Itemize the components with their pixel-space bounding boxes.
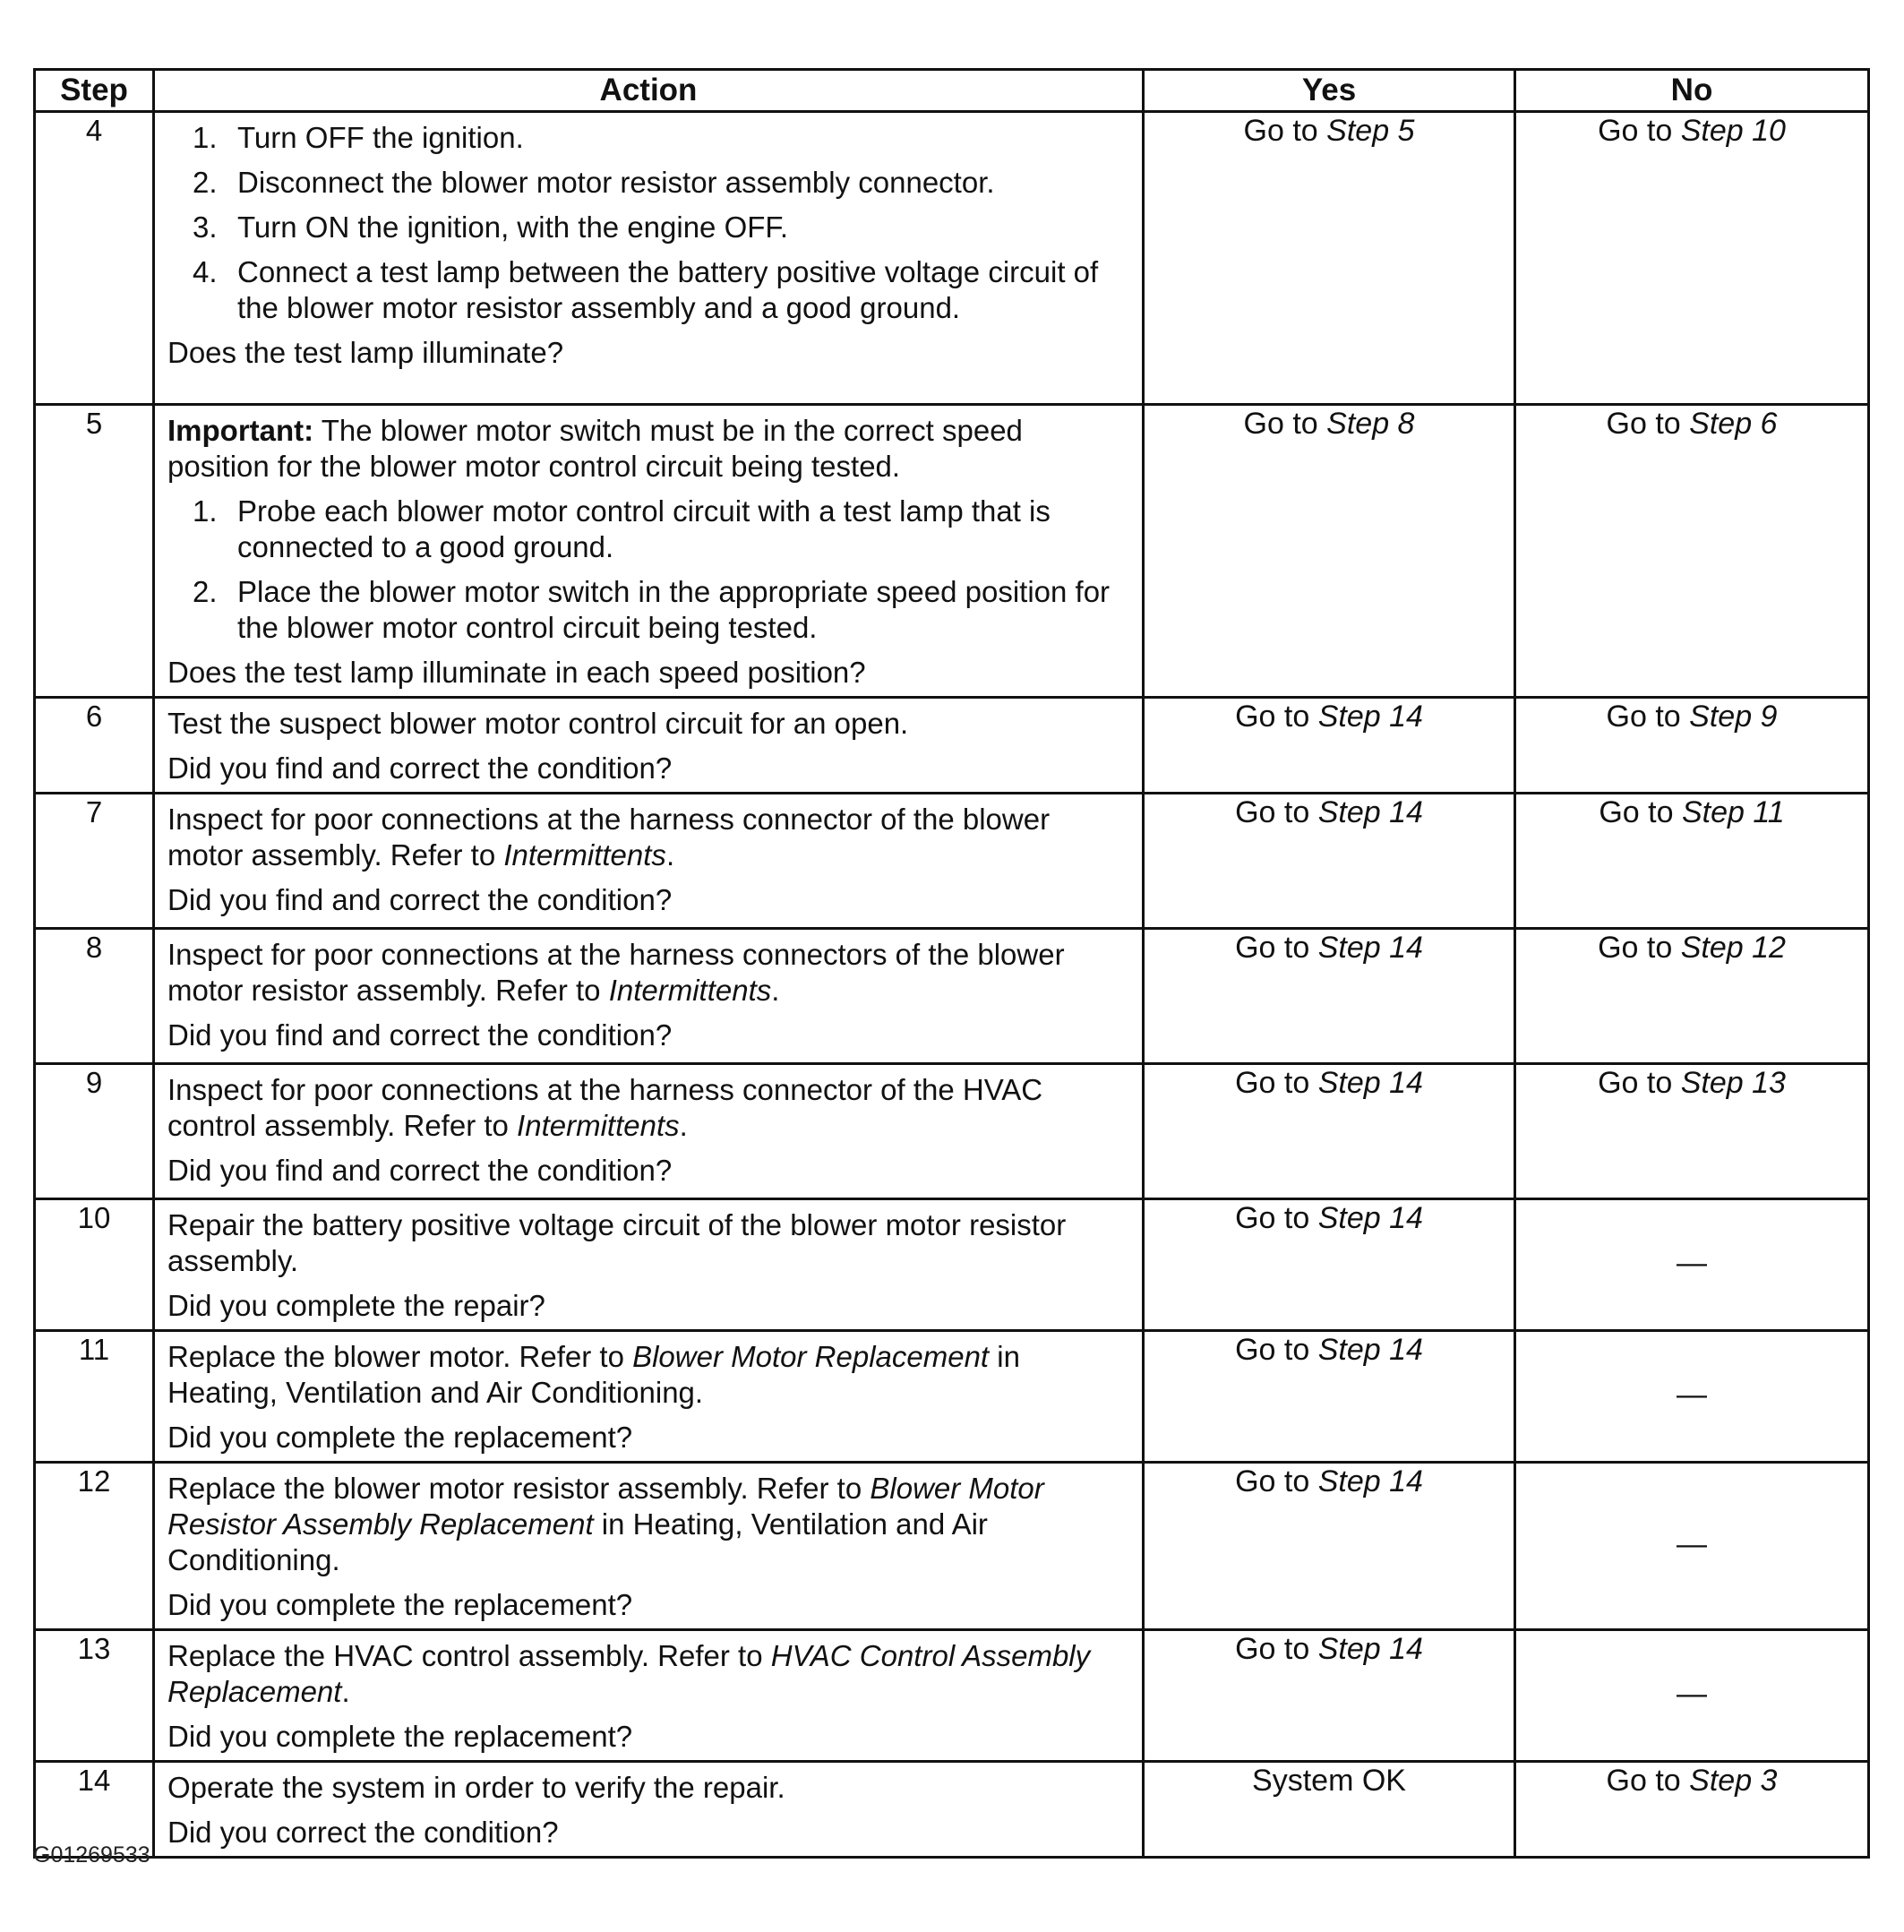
step-reference: Step 9 <box>1689 700 1778 734</box>
action-cell <box>154 698 1144 794</box>
sub-step: 3. Turn ON the ignition, with the engine OFF. <box>193 210 789 244</box>
goto-prefix: Go to <box>1235 931 1310 965</box>
question-text: Does the test lamp illuminate in each speed position? <box>167 656 866 689</box>
action-cell <box>154 1762 1144 1858</box>
step-reference: Step 12 <box>1680 931 1786 965</box>
action-body-end: . <box>665 838 675 872</box>
step-reference: Step 6 <box>1689 407 1778 441</box>
table-row <box>35 1630 1869 1762</box>
table-row <box>35 929 1869 1064</box>
step-reference: Step 5 <box>1326 114 1415 148</box>
question-text: Did you find and correct the condition? <box>167 751 673 785</box>
action-body: Inspect for poor connections at the harness connector of the blower motor assembly. Refer to <box>167 803 1051 872</box>
yes-result <box>1144 1199 1515 1331</box>
yes-result <box>1144 1331 1515 1463</box>
diagnostic-table-page <box>33 68 1867 1859</box>
sub-step: 1. Probe each blower motor control circuit with a test lamp that is connected to a good ground. <box>193 494 1051 563</box>
table-row <box>35 698 1869 794</box>
action-body: Inspect for poor connections at the harness connector of the HVAC control assembly. Refer to <box>167 1073 1043 1142</box>
step-reference: Step 11 <box>1681 795 1785 829</box>
action-cell <box>154 929 1144 1064</box>
action-body-end: in Heating, Ventilation and Air Conditioning. <box>167 1507 988 1576</box>
action-body-end: . <box>771 974 780 1007</box>
goto-prefix: Go to <box>1598 931 1673 965</box>
action-body: Replace the blower motor resistor assembly. Refer to <box>167 1472 862 1505</box>
goto-prefix: Go to <box>1243 114 1318 148</box>
table-row <box>35 1199 1869 1331</box>
no-result <box>1515 112 1869 405</box>
action-text: Operate the system in order to verify the repair. <box>167 1771 785 1804</box>
action-body-end: in Heating, Ventilation and Air Conditioning. <box>167 1340 1020 1409</box>
yes-result <box>1144 1630 1515 1762</box>
no-result <box>1515 929 1869 1064</box>
header-row <box>35 70 1869 112</box>
step-reference: Step 14 <box>1317 1333 1423 1367</box>
sub-step-text: Disconnect the blower motor resistor assembly connector. <box>237 166 995 199</box>
sub-step-text: Turn ON the ignition, with the engine OFF. <box>237 210 789 244</box>
step-reference: Step 14 <box>1317 1066 1423 1100</box>
question-text: Did you complete the replacement? <box>167 1720 633 1753</box>
question-text: Did you find and correct the condition? <box>167 1154 673 1187</box>
step-reference: Step 8 <box>1326 407 1415 441</box>
step-reference: Step 3 <box>1689 1764 1778 1798</box>
action-text <box>167 802 1129 873</box>
yes-result <box>1144 929 1515 1064</box>
goto-prefix: Go to <box>1599 795 1674 829</box>
no-result <box>1515 698 1869 794</box>
goto-prefix: Go to <box>1606 1764 1681 1798</box>
goto-prefix: Go to <box>1606 700 1681 734</box>
sub-step: 4. Connect a test lamp between the battery positive voltage circuit of the blower motor resistor assembly and a good ground. <box>193 255 1099 324</box>
no-result <box>1515 1762 1869 1858</box>
action-cell <box>154 1199 1144 1331</box>
table-row <box>35 794 1869 929</box>
reference-link[interactable]: HVAC Control Assembly Replacement <box>167 1639 1091 1708</box>
sub-step: 2. Disconnect the blower motor resistor assembly connector. <box>193 166 995 199</box>
yes-result <box>1144 698 1515 794</box>
table-row <box>35 1762 1869 1858</box>
step-reference: Step 14 <box>1317 795 1423 829</box>
question-text: Did you correct the condition? <box>167 1816 559 1849</box>
action-cell <box>154 1064 1144 1199</box>
sub-step-text: Place the blower motor switch in the appropriate speed position for the blower motor control circuit being tested. <box>237 575 1111 644</box>
table-row <box>35 405 1869 698</box>
action-cell <box>154 794 1144 929</box>
action-text <box>167 1471 1129 1578</box>
no-result <box>1515 1064 1869 1199</box>
yes-result: System OK <box>1144 1762 1515 1858</box>
sub-step-list <box>167 494 1129 646</box>
reference-link[interactable]: Blower Motor Replacement <box>632 1340 990 1373</box>
header-step: Step <box>35 70 154 112</box>
step-number: 6 <box>35 698 154 794</box>
sub-step: 1. Turn OFF the ignition. <box>193 121 524 154</box>
no-result <box>1515 405 1869 698</box>
diagnostic-steps-table <box>33 68 1870 1859</box>
sub-step: 2. Place the blower motor switch in the appropriate speed position for the blower motor control circuit being tested. <box>193 575 1111 644</box>
no-result <box>1515 794 1869 929</box>
action-body: Replace the blower motor. Refer to <box>167 1340 624 1373</box>
action-text: Repair the battery positive voltage circuit of the blower motor resistor assembly. <box>167 1208 1067 1277</box>
step-number: 10 <box>35 1199 154 1331</box>
table-row <box>35 1463 1869 1630</box>
action-text <box>167 1072 1129 1144</box>
reference-link[interactable]: Intermittents <box>503 838 666 872</box>
goto-prefix: Go to <box>1606 407 1681 441</box>
step-number: 12 <box>35 1463 154 1630</box>
step-number: 13 <box>35 1630 154 1762</box>
step-reference: Step 10 <box>1680 114 1786 148</box>
no-result: — <box>1515 1630 1869 1762</box>
step-number: 5 <box>35 405 154 698</box>
goto-prefix: Go to <box>1235 700 1310 734</box>
header-yes: Yes <box>1144 70 1515 112</box>
goto-prefix: Go to <box>1235 1333 1310 1367</box>
step-number: 11 <box>35 1331 154 1463</box>
goto-prefix: Go to <box>1235 795 1310 829</box>
action-cell <box>154 1463 1144 1630</box>
yes-result <box>1144 794 1515 929</box>
figure-id: G01269533 <box>33 1842 150 1868</box>
goto-prefix: Go to <box>1235 1464 1310 1498</box>
reference-link[interactable]: Intermittents <box>608 974 772 1007</box>
sub-step-text: Probe each blower motor control circuit with a test lamp that is connected to a good ground. <box>237 494 1051 563</box>
step-reference: Step 14 <box>1317 1464 1423 1498</box>
action-body: Replace the HVAC control assembly. Refer to <box>167 1639 763 1672</box>
goto-prefix: Go to <box>1243 407 1318 441</box>
question-text: Does the test lamp illuminate? <box>167 336 564 369</box>
action-body: Inspect for poor connections at the harness connectors of the blower motor resistor assembly. Refer to <box>167 938 1065 1007</box>
header-action: Action <box>154 70 1144 112</box>
step-reference: Step 14 <box>1317 1201 1423 1235</box>
no-result: — <box>1515 1331 1869 1463</box>
step-number: 7 <box>35 794 154 929</box>
goto-prefix: Go to <box>1235 1632 1310 1666</box>
yes-result <box>1144 1064 1515 1199</box>
goto-prefix: Go to <box>1235 1066 1310 1100</box>
action-body-end: . <box>341 1675 350 1708</box>
table-row <box>35 1331 1869 1463</box>
action-text <box>167 937 1129 1009</box>
no-result: — <box>1515 1199 1869 1331</box>
important-label: Important: <box>167 414 314 447</box>
action-text <box>167 1339 1129 1411</box>
action-text: Test the suspect blower motor control circuit for an open. <box>167 707 909 740</box>
question-text: Did you complete the repair? <box>167 1289 545 1322</box>
important-note <box>167 413 1129 485</box>
sub-step-text: Turn OFF the ignition. <box>237 121 524 154</box>
action-cell <box>154 1630 1144 1762</box>
reference-link[interactable]: Blower Motor Resistor Assembly Replacement <box>167 1472 1044 1541</box>
reference-link[interactable]: Intermittents <box>517 1109 680 1142</box>
header-no: No <box>1515 70 1869 112</box>
step-number: 4 <box>35 112 154 405</box>
yes-result <box>1144 405 1515 698</box>
important-text: The blower motor switch must be in the correct speed position for the blower motor control circuit being tested. <box>167 414 1023 483</box>
table-row <box>35 1064 1869 1199</box>
step-reference: Step 14 <box>1317 1632 1423 1666</box>
action-text <box>167 1638 1129 1710</box>
sub-step-list <box>167 120 1129 326</box>
action-cell <box>154 405 1144 698</box>
step-number: 9 <box>35 1064 154 1199</box>
step-number: 14 <box>35 1762 154 1858</box>
step-reference: Step 14 <box>1317 931 1423 965</box>
yes-result <box>1144 112 1515 405</box>
action-cell <box>154 112 1144 405</box>
no-result: — <box>1515 1463 1869 1630</box>
goto-prefix: Go to <box>1235 1201 1310 1235</box>
question-text: Did you complete the replacement? <box>167 1421 633 1454</box>
sub-step-text: Connect a test lamp between the battery positive voltage circuit of the blower motor resistor assembly and a good ground. <box>237 255 1099 324</box>
action-cell <box>154 1331 1144 1463</box>
goto-prefix: Go to <box>1598 1066 1673 1100</box>
question-text: Did you complete the replacement? <box>167 1588 633 1621</box>
step-reference: Step 13 <box>1680 1066 1786 1100</box>
question-text: Did you find and correct the condition? <box>167 1018 673 1052</box>
question-text: Did you find and correct the condition? <box>167 883 673 916</box>
table-row <box>35 112 1869 405</box>
yes-result <box>1144 1463 1515 1630</box>
step-reference: Step 14 <box>1317 700 1423 734</box>
step-number: 8 <box>35 929 154 1064</box>
action-body-end: . <box>679 1109 688 1142</box>
goto-prefix: Go to <box>1598 114 1673 148</box>
